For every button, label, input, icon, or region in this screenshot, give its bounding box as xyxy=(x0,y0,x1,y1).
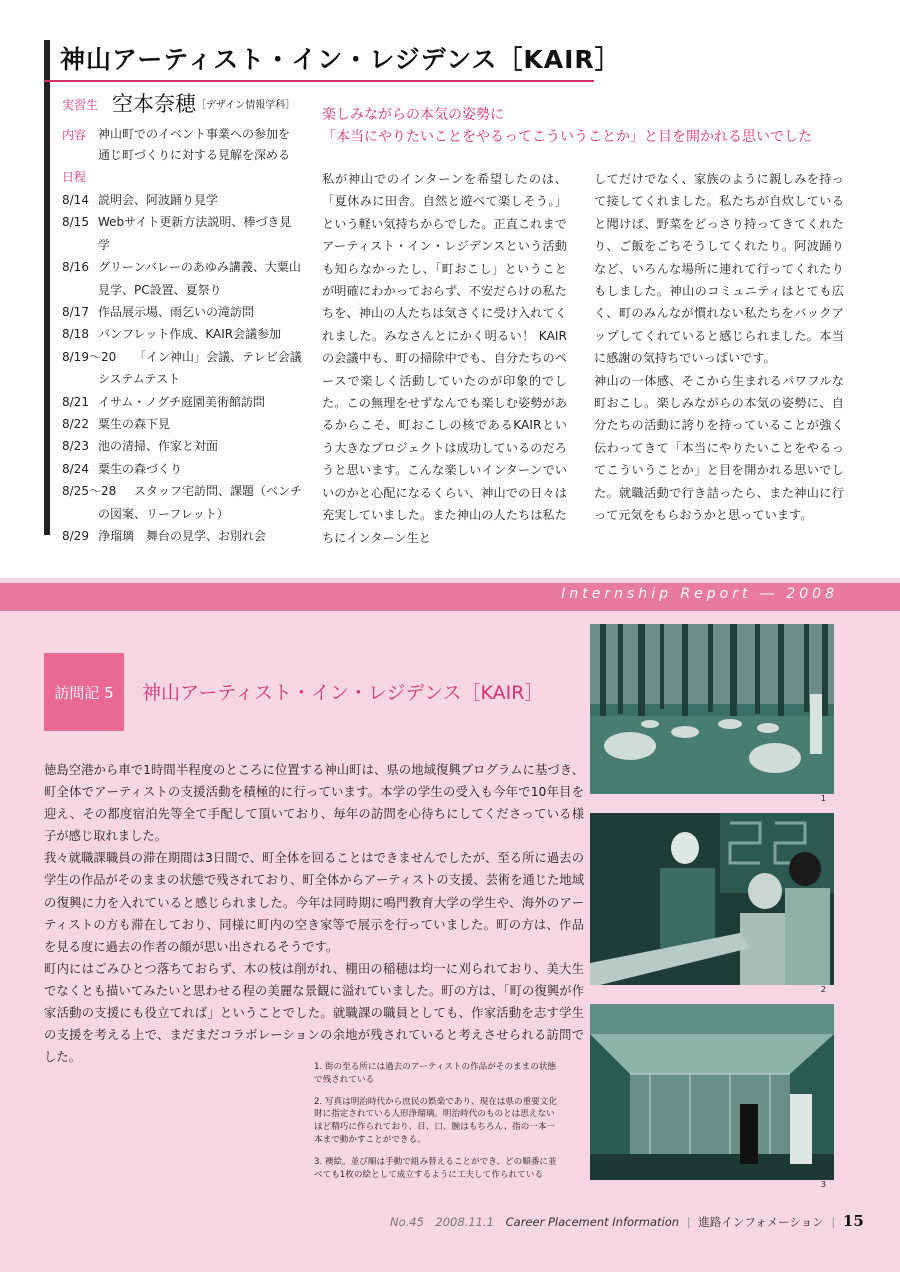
photo-fusuma-room xyxy=(590,1004,834,1189)
photo-number-3: 3 xyxy=(820,1180,826,1189)
schedule-label: 日程 xyxy=(62,170,87,184)
visit-paragraph: 町内にはごみひとつ落ちておらず、木の枝は削がれ、棚田の稲穂は均一に刈られており、美大生でなくとも描いてみたいと思わせる程の美麗な景観に溢れていました。町の方は、「町の復興が作家活動の支援にも役立てれば」ということでした。就職課の職員としても、作家活動を志す学生の支援を考える上で、まだまだコラボレーションの余地が残されていると考えさせられる訪問でした。 xyxy=(44,961,584,1065)
photo-number-2: 2 xyxy=(820,985,826,994)
caption-3: 3. 襖絵。並び順は手動で組み替えることができ、どの順番に並べても1枚の絵として成立するように工夫して作られている xyxy=(314,1156,557,1180)
issue-info: No.45 2008.11.1 xyxy=(390,1215,494,1229)
intern-label: 実習生 xyxy=(62,98,99,112)
visit-paragraph: 我々就職課職員の滞在期間は3日間で、町全体を回ることはできませんでしたが、至る所に過去の学生の作品がそのままの状態で残されており、町全体からアーティストの支援、芸術を通じた地域の復興に力を入れていると感じられました。今年は同時期に鳴門教育大学の学生や、海外のアーティストの方も滞在しており、同様に町内の空き家等で展示を行っていました。町の方は、作品を見る度に過去の作者の顔が思い出されるそうです。 xyxy=(44,851,584,954)
content-text: 神山町でのイベント事業への参加を通じ町づくりに対する見解を深める xyxy=(98,127,291,162)
intern-name: 空本奈穂 xyxy=(112,92,196,116)
photo-number-1: 1 xyxy=(820,794,826,803)
visit-body xyxy=(44,759,584,1068)
schedule-item: 8/29 浄瑠璃 舞台の見学、お別れ会 xyxy=(62,529,267,544)
title-bar-accent xyxy=(44,40,50,535)
report-title: Internship Report ― 2008 xyxy=(561,586,838,602)
schedule-item: 8/14 説明会、阿波踊り見学 xyxy=(62,193,219,207)
essay-headline: 楽しみながらの本気の姿勢に 「本当にやりたいことをやるってこういうことか」と目を開かれる思いでした xyxy=(322,107,812,145)
schedule-item: 8/16 グリーンバレーのあゆみ講義、大粟山見学、PC設置、夏祭り xyxy=(62,260,301,297)
visit-title: 神山アーティスト・イン・レジデンス［KAIR］ xyxy=(142,682,544,704)
schedule-item: 8/15 Webサイト更新方法説明、棒づき見学 xyxy=(62,215,292,252)
schedule-item: 8/21 イサム・ノグチ庭園美術館訪問 xyxy=(62,394,266,409)
photo-forest-stones xyxy=(590,624,834,803)
title-underline xyxy=(44,80,594,82)
schedule-list xyxy=(62,189,302,548)
essay-column-1: 私が神山でのインターンを希望したのは、「夏休みに田舎。自然と遊べて楽しそう。」という軽い気持ちからでした。正直これまでアーティスト・イン・レジデンスという活動も知らなかったし、「町おこし」ということが明確にわかっておらず、不安だらけの私たちを、神山の人たちは気さくに受け入れてくれました。みなさんとにかく明るい！ KAIRの会議中も、町の掃除中でも、自分たちのペースで楽しく活動していたのが印象的でした。この無理をせずなんでも楽しむ姿勢があるからこそ、町おこしの核であるKAIRという大きなプロジェクトは成功しているのだろうと思います。こんな楽しいインターンでいいのかと心配になるくらい、神山での日々は充実していました。また神山の人たちは私たちにインターン生と xyxy=(322,172,567,545)
schedule-item: 8/25～28 スタッフ宅訪問、課題（ベンチの図案、リーフレット） xyxy=(62,484,303,521)
visit-label-box xyxy=(44,653,124,731)
schedule-item: 8/22 粟生の森下見 xyxy=(62,417,171,432)
caption-1: 1. 街の至る所には過去のアーティストの作品がそのままの状態で残されている xyxy=(314,1062,557,1085)
visit-paragraph: 徳島空港から車で1時間半程度のところに位置する神山町は、県の地域復興プログラムに基づき、町全体でアーティストの支援活動を積極的に行っています。本学の学生の受入も今年で10年目を迎え、その都度宿泊先等全て手配して頂いており、毎年の訪問を心待ちにしてくださっている様子が感じ取れました。 xyxy=(44,763,584,844)
publication-jp: 進路インフォメーション xyxy=(698,1215,824,1229)
essay-column-2: してだけでなく、家族のように親しみを持って接してくれました。私たちが自炊していると聞けば、野菜をどっさり持ってきてくれたり、ご飯をごちそうしてくれたり。阿波踊りなど、いろんな場所に連れて行ってくれたりもしました。神山のコミュニティはとても広く、町のみんなが慣れない私たちをバックアップしてくれていると感じられました。本当に感謝の気持ちでいっぱいです。 神山の一体感、そこから生まれるパワフルな町おこし。楽しみながらの本気の姿勢に、自分たちの活動に誇りを持っていることが強く伝わってきて「本当にやりたいことをやるってこういうことか」と目を開かれる思いでした。就職活動で行き詰ったら、また神山に行って元気をもらおうかと思っています。 xyxy=(594,172,844,523)
photo-puppet-theatre xyxy=(590,813,834,994)
publication-name: Career Placement Information xyxy=(505,1215,680,1229)
caption-2: 2. 写真は明治時代から庶民の娯楽であり、現在は県の重要文化財に指定されている人形浄瑠璃。明治時代のものとは思えないほど精巧に作られており、目、口、腕はもちろん、指の一本一本まで動かすことができる。 xyxy=(314,1096,557,1145)
page-footer: No.45 2008.11.1 Career Placement Information | 進路インフォメーション | 15 xyxy=(390,1212,864,1230)
page-title: 神山アーティスト・イン・レジデンス［KAIR］ xyxy=(60,45,621,74)
schedule-item: 8/23 池の清掃、作家と対面 xyxy=(62,439,219,454)
schedule-item: 8/17 作品展示場、雨乞いの滝訪問 xyxy=(62,305,255,320)
schedule-item: 8/18 パンフレット作成、KAIR会議参加 xyxy=(62,327,282,342)
intern-department: ［デザイン情報学科］ xyxy=(196,100,296,111)
page-number: 15 xyxy=(842,1212,864,1230)
content-label: 内容 xyxy=(62,128,87,142)
photo-captions xyxy=(314,1061,562,1190)
schedule-item: 8/24 粟生の森づくり xyxy=(62,461,183,476)
visit-label: 訪問記 5 xyxy=(54,683,114,702)
schedule-item: 8/19～20 「イン神山」会議、テレビ会議システムテスト xyxy=(62,349,302,387)
